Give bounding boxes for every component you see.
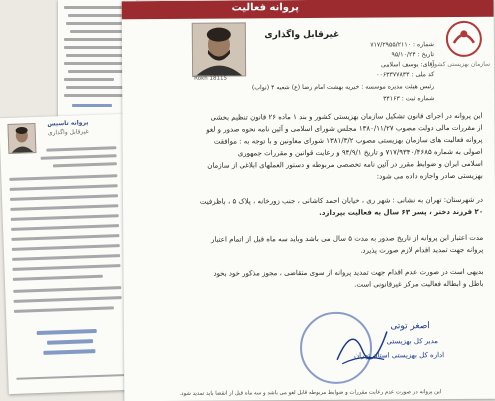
body-line: بهزیستی صادر واجازه داده می شود: — [376, 171, 483, 181]
notice-line: باطل و ابطاله فعالیت مرکز غیرقانونی است. — [354, 279, 484, 289]
text-line — [64, 6, 128, 9]
text-line — [41, 154, 117, 160]
text-line — [64, 78, 114, 81]
text-line — [64, 46, 124, 49]
text-line — [66, 22, 128, 25]
text-line — [9, 174, 117, 181]
organization-name: سازمان بهزیستی کشور — [431, 60, 491, 69]
text-line — [14, 306, 114, 312]
text-line — [53, 162, 117, 167]
signer-name: اصغر توتی — [390, 321, 430, 332]
body-line: از مقررات مالی دولت مصوب ۱۳۸۰/۱۱/۲۷ مجلس شورای اسلامی و آئین نامه نحوه صدور و لغو — [206, 123, 483, 134]
back-document-photo — [7, 123, 36, 154]
person-photo-icon — [193, 23, 245, 75]
text-line — [14, 296, 122, 303]
registration-number: ۳۴۱۶۳ — [383, 95, 400, 103]
photo-caption: Rokh 18115 — [194, 75, 228, 82]
text-line — [68, 14, 126, 17]
signature-line — [37, 329, 97, 335]
license-number: ۷۱۷/۲۹۵۵/۲۱۱۰ — [370, 41, 412, 49]
back-document-subtitle: غیرقابل واگذاری — [47, 128, 89, 137]
text-line — [64, 94, 128, 97]
signer-organization: اداره کل بهزیستی استان تهران — [353, 351, 445, 360]
document-title: پروانه فعالیت — [231, 2, 299, 14]
text-line — [66, 54, 130, 57]
signature-block — [324, 319, 444, 382]
body-line: اصولی به شماره ۷۱۷/۹۳۴۰/۴۶۸۵ و تاریخ ۹۴/۹/۱ و رعایت قوانین و مقررات جمهوری — [237, 147, 483, 158]
footer-line — [16, 374, 124, 380]
signature-line — [72, 104, 112, 107]
license-number-row: شماره : ۷۱۷/۲۹۵۵/۲۱۱۰ — [370, 41, 434, 49]
text-line — [64, 62, 122, 65]
body-line: پروانه فعالیت های سازمان بهزیستی مصوب ۱۳۸۱/۳/۲ شورای معاونین و با توجه به : موافقت — [213, 135, 483, 146]
holder-name: یوسف اسلامی — [381, 61, 419, 69]
text-line — [11, 224, 119, 231]
text-line — [46, 146, 116, 151]
signature-line — [47, 339, 93, 345]
license-date-row: تاریخ : ۹۵/۱۰/۲۴ — [391, 51, 435, 59]
signer-title: مدیر کل بهزیستی — [386, 337, 439, 346]
footer-note: این پروانه در صورت عدم رعایت مقررات و ضوابط مربوطه قابل لغو می باشد و سه ماه قبل از انقضا باید تمدید شود. — [179, 389, 442, 397]
welfare-organization-logo-icon — [444, 19, 484, 59]
validity-line: پروانه جهت تمدید اقدام لازم صورت پذیرد. — [360, 245, 484, 255]
holder-name-row: آقای: یوسف اسلامی — [381, 61, 435, 69]
body-line: اسلامی ایران و ضوابط مقرر در آئین نامه تخصصی مربوطه و دستور العملهای ابلاغی از سازمان — [207, 159, 483, 170]
text-line — [64, 38, 128, 41]
body-line: این پروانه در اجرای قانون تشکیل سازمان بهزیستی کشور و بند ۱ ماده ۲۶ قانون تنظیم بخشی — [210, 111, 483, 122]
address-line: در شهرستان: تهران به نشانی : شهر ری ، خیابان احمد کاشانی ، جنب زورخانه ، پلاک ۵ ، باظرفیت — [199, 195, 484, 206]
text-line — [10, 204, 118, 211]
text-line — [13, 275, 103, 281]
institution-chair-row: رئیس هیئت مدیره موسسه : خیریه بهشت امام رضا (ع) شعبه ۴ (نواب) — [251, 83, 435, 92]
text-line — [66, 86, 128, 89]
license-date: ۹۵/۱۰/۲۴ — [391, 51, 416, 59]
text-line — [12, 244, 120, 251]
text-line — [12, 254, 120, 261]
back-document-license — [0, 114, 134, 394]
back-document-title: پروانه تاسیس — [47, 119, 89, 128]
person-photo-icon — [8, 124, 35, 153]
institution-name: خیریه بهشت امام رضا (ع) شعبه ۴ (نواب) — [251, 83, 360, 92]
holder-photo — [192, 22, 246, 76]
text-line — [12, 264, 120, 271]
registration-row: شماره ثبت : ۳۴۱۶۳ — [383, 95, 435, 103]
signature-line — [43, 349, 95, 355]
text-line — [68, 70, 130, 73]
text-line — [13, 286, 121, 293]
signature-scribble-icon — [332, 319, 392, 369]
non-transferable-label: غیرقابل واگذاری — [264, 29, 340, 41]
text-line — [10, 184, 118, 191]
text-line — [11, 234, 119, 241]
activity-license-document — [122, 0, 495, 401]
national-code-row: کد ملی : ۰۰۶۳۳۷۷۸۳۳ — [376, 71, 435, 79]
document-header-bar — [122, 0, 494, 19]
capacity-line: ۲۰ فرزند دختر ، پسر ۶۳ سال به فعالیت بپردازد. — [319, 207, 484, 217]
text-line — [10, 194, 118, 201]
validity-line: مدت اعتبار این پروانه از تاریخ صدور به مدت ۵ سال می باشد وباید سه ماه قبل از اتمام اعتبار — [211, 233, 484, 244]
notice-line: بدیهی است در صورت عدم اقدام جهت تمدید پروانه از سوی متقاضی ، مجوز مذکور خود بخود — [213, 267, 484, 278]
text-line — [11, 214, 119, 221]
national-code: ۰۰۶۳۳۷۷۸۳۳ — [376, 71, 410, 79]
text-line — [70, 30, 122, 33]
